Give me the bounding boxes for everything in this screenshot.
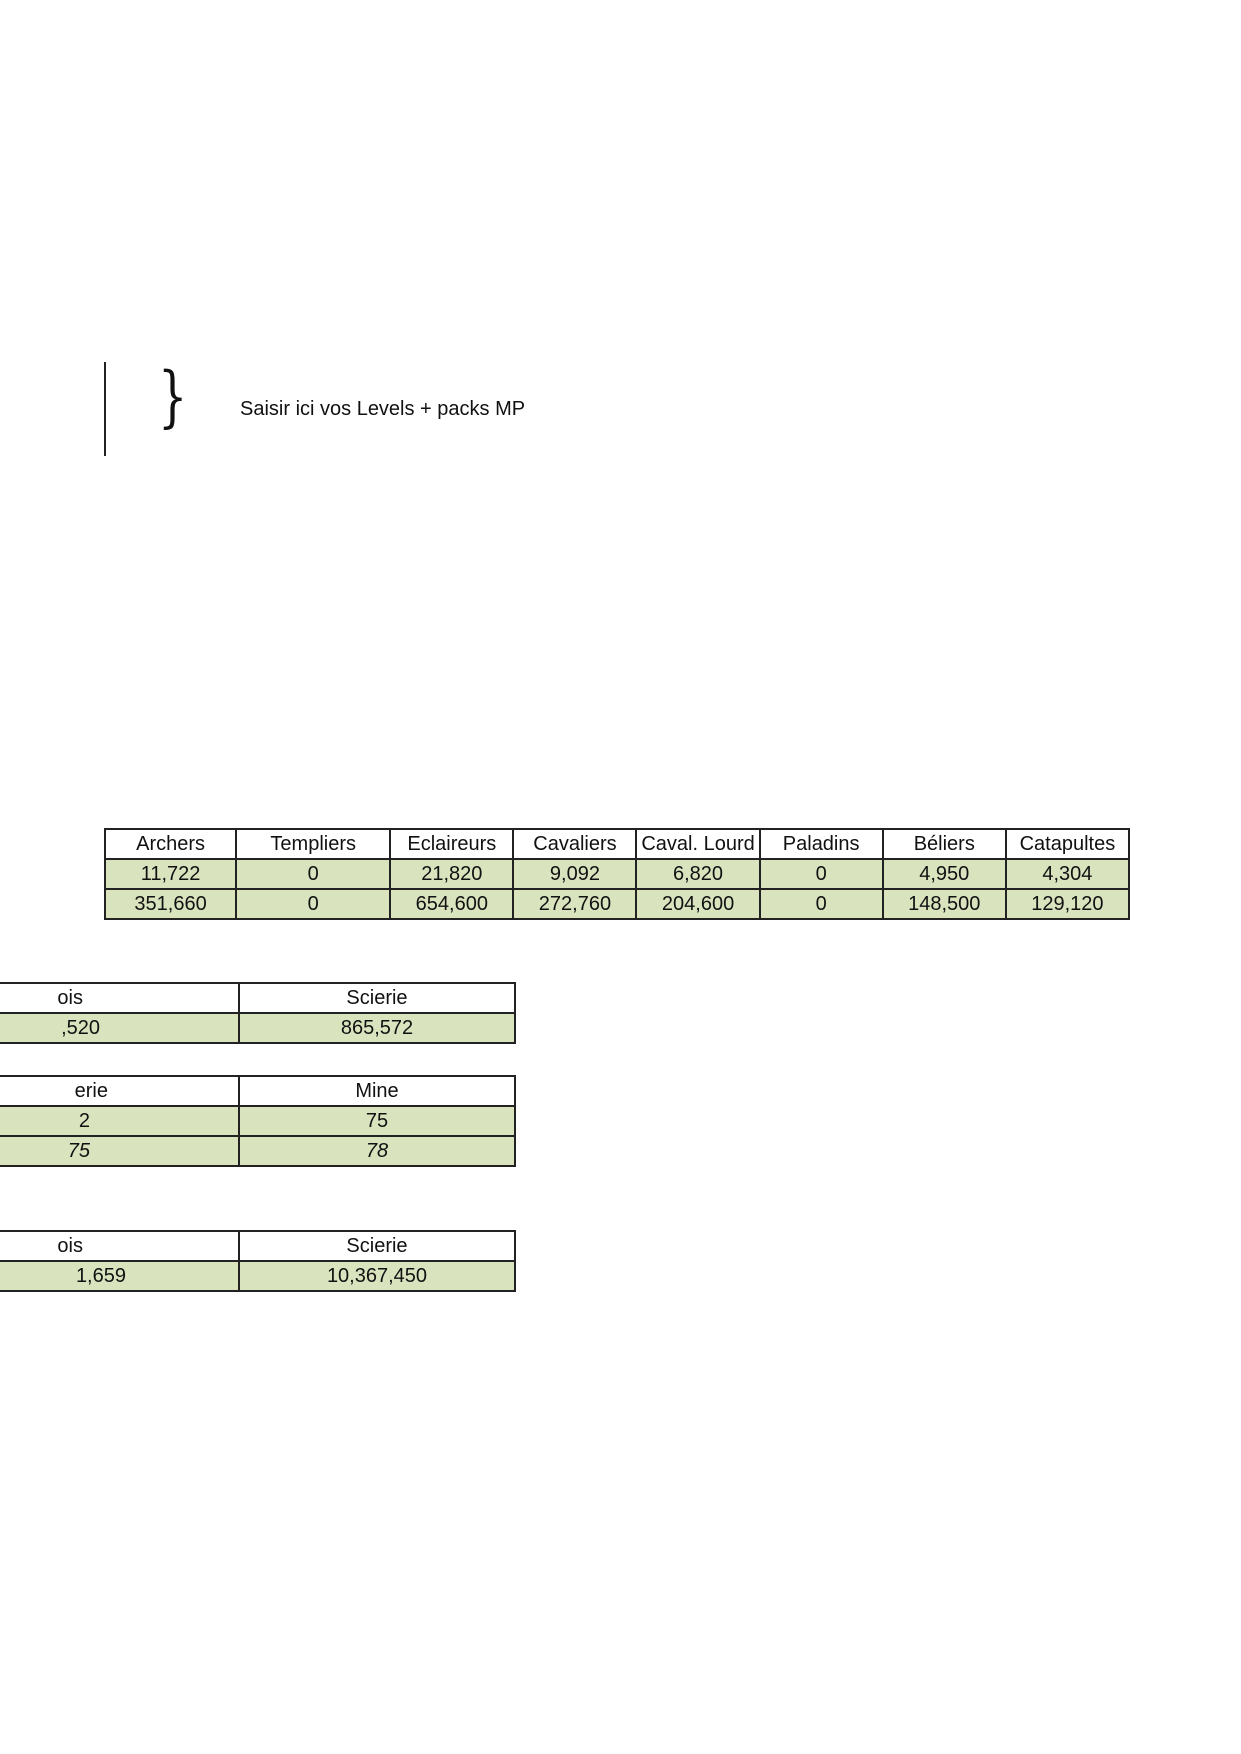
table-header-row [0,1231,515,1261]
table-row [105,859,1129,889]
header-cell: Paladins [760,829,883,859]
table-header-row [0,983,515,1013]
header-cell: Archers [105,829,236,859]
cell[interactable]: 0 [236,889,390,919]
cell[interactable]: 4,950 [883,859,1006,889]
cell[interactable]: 865,572 [239,1013,515,1043]
cell[interactable]: 1,659 [0,1261,239,1291]
cell[interactable]: 2 [0,1106,239,1136]
brace-icon: } [158,358,188,435]
cell[interactable]: 75 [0,1136,239,1166]
cell[interactable]: 654,600 [390,889,513,919]
instruction-note: Saisir ici vos Levels + packs MP [240,398,526,420]
cell[interactable]: 6,820 [636,859,759,889]
table-row [105,889,1129,919]
cell[interactable]: 351,660 [105,889,236,919]
header-cell: ois [0,1231,239,1261]
cell[interactable]: 129,120 [1006,889,1129,919]
table-row [0,1136,515,1166]
table-b [0,1075,516,1167]
cell[interactable]: 78 [239,1136,515,1166]
header-cell: Scierie [239,1231,515,1261]
cell[interactable]: 0 [236,859,390,889]
cell[interactable]: 10,367,450 [239,1261,515,1291]
cell[interactable]: 148,500 [883,889,1006,919]
header-cell: Caval. Lourd [636,829,759,859]
header-cell: Cavaliers [513,829,636,859]
cell[interactable]: 204,600 [636,889,759,919]
table-row [0,1013,515,1043]
cell[interactable]: 4,304 [1006,859,1129,889]
cell[interactable]: 21,820 [390,859,513,889]
cell[interactable]: 75 [239,1106,515,1136]
table-c-viewport [57,1230,516,1294]
table-b-viewport [67,1075,516,1171]
cell[interactable]: 11,722 [105,859,236,889]
cell[interactable]: 0 [760,889,883,919]
header-cell: Catapultes [1006,829,1129,859]
cell[interactable]: 9,092 [513,859,636,889]
table-row [0,1261,515,1291]
table-a [0,982,516,1044]
table-header-row [105,829,1129,859]
cell[interactable]: 272,760 [513,889,636,919]
table-row [0,1106,515,1136]
header-cell: Templiers [236,829,390,859]
table-a-viewport [57,982,516,1046]
header-cell: Eclaireurs [390,829,513,859]
cell[interactable]: 0 [760,859,883,889]
header-cell: Scierie [239,983,515,1013]
table-header-row [0,1076,515,1106]
header-cell: Mine [239,1076,515,1106]
units-table [104,828,1130,920]
header-cell: ois [0,983,239,1013]
header-cell: Béliers [883,829,1006,859]
cell[interactable]: ,520 [0,1013,239,1043]
header-cell: erie [0,1076,239,1106]
divider-line [104,362,106,456]
table-c [0,1230,516,1292]
